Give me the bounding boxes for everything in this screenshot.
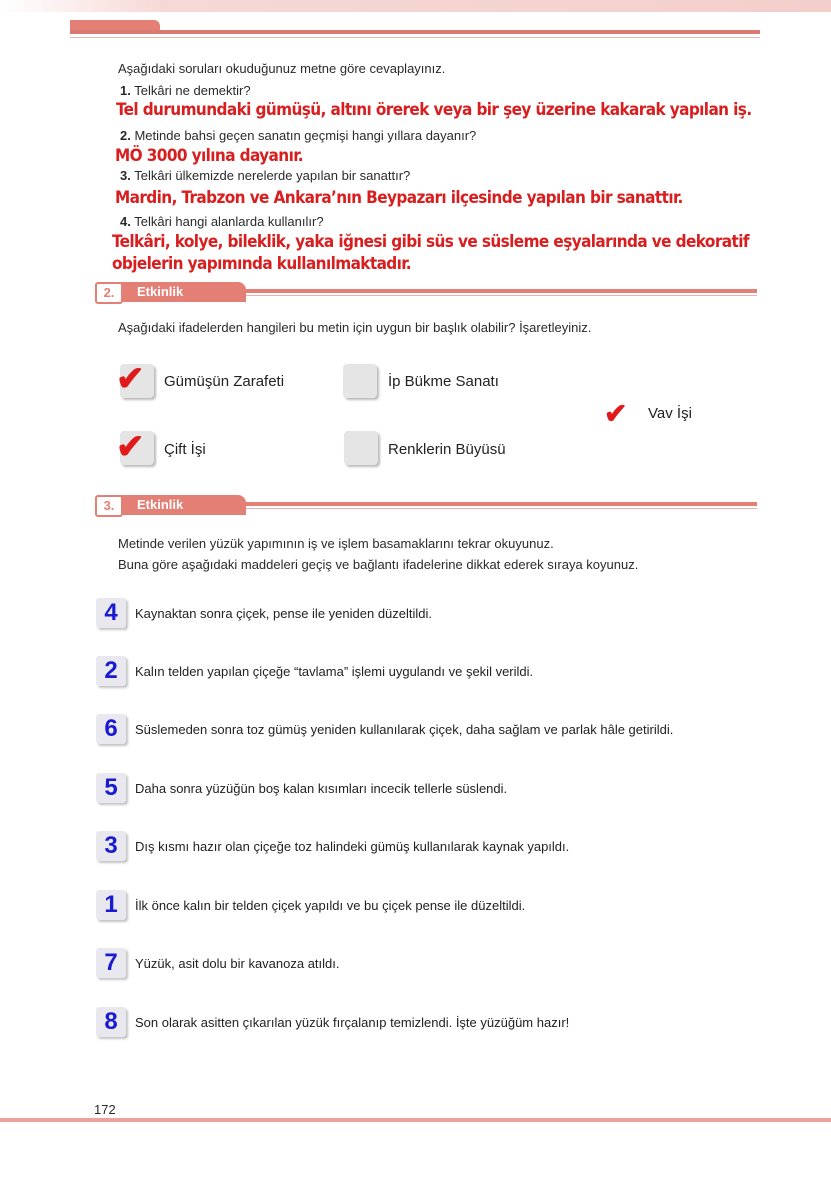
section-title: Etkinlik: [121, 282, 246, 302]
page-number: 172: [94, 1102, 116, 1117]
header-rule: [245, 289, 757, 293]
header-rule-thin: [245, 295, 757, 296]
question-1: [120, 83, 251, 98]
checkmark-icon: ✔: [116, 360, 145, 398]
step-text: İlk önce kalın bir telden çiçek yapıldı ve bu çiçek pense ile düzeltildi.: [135, 898, 526, 913]
question-text: Telkâri hangi alanlarda kullanılır?: [134, 214, 324, 229]
question-text: Metinde bahsi geçen sanatın geçmişi hangi yıllara dayanır?: [134, 128, 477, 143]
answer-4: Telkâri, kolye, bileklik, yaka iğnesi gibi süs ve süsleme eşyalarında ve dekoratif objelerin yapımında kullanılmaktadır.: [112, 232, 749, 274]
section-number: 2.: [95, 282, 123, 304]
question-text: Telkâri ülkemizde nerelerde yapılan bir sanattır?: [134, 168, 411, 183]
order-number[interactable]: 3: [96, 831, 126, 861]
question-number: 2.: [120, 128, 131, 143]
top-band: [0, 0, 831, 12]
order-number[interactable]: 1: [96, 890, 126, 920]
header-rule: [70, 30, 760, 34]
step-text: Kalın telden yapılan çiçeğe “tavlama” işlemi uygulandı ve şekil verildi.: [135, 664, 534, 679]
order-number[interactable]: 5: [96, 773, 126, 803]
question-number: 4.: [120, 214, 131, 229]
order-number[interactable]: 2: [96, 656, 126, 686]
order-number[interactable]: 4: [96, 598, 126, 628]
question-4: [120, 214, 324, 229]
section3-intro-2: Buna göre aşağıdaki maddeleri geçiş ve bağlantı ifadelerine dikkat ederek sıraya koyunuz.: [118, 557, 639, 572]
checkbox-renklerin-buyusu[interactable]: [344, 431, 378, 465]
step-text: Süslemeden sonra toz gümüş yeniden kullanılarak çiçek, daha sağlam ve parlak hâle getirildi.: [135, 722, 674, 737]
option-label: İp Bükme Sanatı: [388, 373, 499, 390]
step-text: Daha sonra yüzüğün boş kalan kısımları incecik tellerle süslendi.: [135, 781, 508, 796]
section-number: 3.: [95, 495, 123, 517]
section-title: Etkinlik: [121, 495, 246, 515]
checkmark-icon: ✔: [116, 428, 145, 466]
option-label: Çift İşi: [164, 441, 206, 458]
header-rule: [245, 502, 757, 506]
answer-2: MÖ 3000 yılına dayanır.: [115, 146, 303, 166]
answer-3: Mardin, Trabzon ve Ankara’nın Beypazarı ilçesinde yapılan bir sanattır.: [115, 188, 683, 208]
question-text: Telkâri ne demektir?: [134, 83, 251, 98]
header-tab: [70, 20, 160, 30]
order-number[interactable]: 6: [96, 714, 126, 744]
section3-intro-1: Metinde verilen yüzük yapımının iş ve işlem basamaklarını tekrar okuyunuz.: [118, 536, 554, 551]
section2-intro: Aşağıdaki ifadelerden hangileri bu metin için uygun bir başlık olabilir? İşaretleyiniz.: [118, 320, 592, 335]
order-number[interactable]: 8: [96, 1007, 126, 1037]
option-label: Vav İşi: [648, 405, 692, 422]
question-2: [120, 128, 476, 143]
question-number: 3.: [120, 168, 131, 183]
step-text: Son olarak asitten çıkarılan yüzük fırçalanıp temizlendi. İşte yüzüğüm hazır!: [135, 1015, 570, 1030]
answer-1: Tel durumundaki gümüşü, altını örerek veya bir şey üzerine kakarak yapılan iş.: [116, 100, 752, 120]
header-rule-thin: [245, 508, 757, 509]
order-number[interactable]: 7: [96, 948, 126, 978]
option-label: Gümüşün Zarafeti: [164, 373, 285, 390]
step-text: Dış kısmı hazır olan çiçeğe toz halindeki gümüş kullanılarak kaynak yapıldı.: [135, 839, 570, 854]
checkmark-icon[interactable]: ✔: [604, 398, 628, 429]
header-rule-thin: [70, 37, 760, 38]
question-3: [120, 168, 410, 183]
section1-intro: Aşağıdaki soruları okuduğunuz metne göre cevaplayınız.: [118, 61, 446, 76]
checkbox-ip-bukme-sanati[interactable]: [343, 364, 377, 398]
step-text: Yüzük, asit dolu bir kavanoza atıldı.: [135, 956, 340, 971]
footer-rule: [0, 1118, 831, 1122]
option-label: Renklerin Büyüsü: [388, 441, 506, 458]
step-text: Kaynaktan sonra çiçek, pense ile yeniden düzeltildi.: [135, 606, 433, 621]
question-number: 1.: [120, 83, 131, 98]
